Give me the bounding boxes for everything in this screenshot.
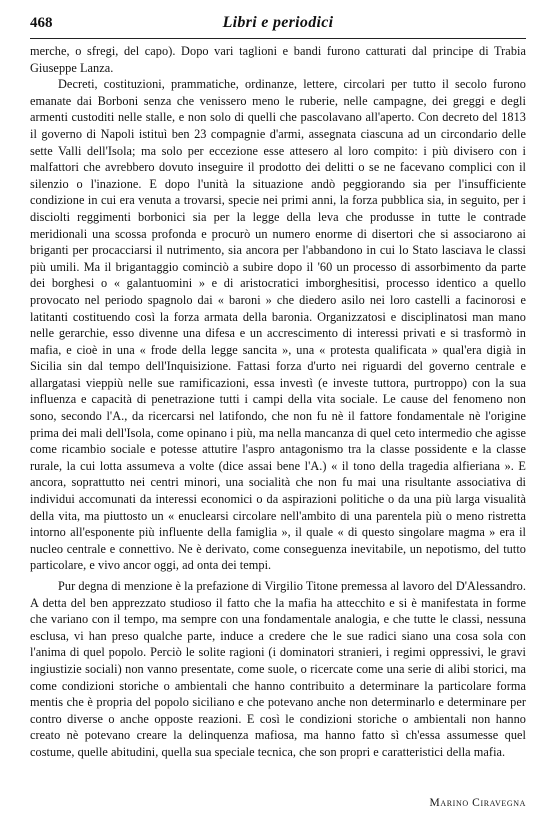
author-signature: Marino Ciravegna bbox=[429, 797, 526, 809]
article-body bbox=[30, 43, 526, 761]
paragraph-1: merche, o sfregi, del capo). Dopo vari taglioni e bandi furono catturati dal principe di Trabia Giuseppe Lanza. bbox=[30, 44, 526, 75]
paragraph-3: Pur degna di menzione è la prefazione di Virgilio Titone premessa al lavoro del D'Alessandro. A detta del ben apprezzato studioso il fatto che la mafia ha attecchito e si è manifestata in forme che variano con il tempo, ma sempre con una fondamentale analogia, e che tutte le classi, nessuna esclusa, vi han preso qualche parte, induce a credere che le sue radici siano una cosa sola con l'anima di quel popolo. Perciò le solite ragioni (i dominatori stranieri, i regimi oppressivi, le gravi ingiustizie sociali) non vanno presentate, come suole, o ricercate come una serie di alibi storici, ma come condizioni storiche o ambientali che hanno contribuito a determinare la particolare forma mentis che è propria del popolo siciliano e che potevano anche non determinarlo e determinare per contro diverse o anche opposte reazioni. E così le condizioni storiche o ambientali non hanno creato nè potevano creare la delinquenza mafiosa, ma hanno fatto sì ch'essa assumesse quel costume, quelle abitudini, quella sua speciale tecnica, che son propri e caratteristici della mafia. bbox=[30, 579, 526, 759]
page-number: 468 bbox=[30, 15, 53, 31]
page-header bbox=[30, 12, 526, 39]
running-title: Libri e periodici bbox=[222, 14, 334, 31]
paragraph-2: Decreti, costituzioni, prammatiche, ordinanze, lettere, circolari per tutto il secolo furono emanate dai Borboni senza che venissero meno le ruberie, nelle campagne, dei greggi e degli armenti custoditi nelle stalle, e non solo di quelli che pascolavano all'aperto. Con decreto del 1813 il governo di Napoli istituì ben 23 compagnie d'armi, assegnata ciascuna ad un circondario delle sette Valli dell'Isola; ma solo per eccezione esse attesero al loro compito: i più divisero con i malfattori che avrebbero dovuto inseguire il prodotto dei delitti o se ne facevano complici con il silenzio o l'inazione. E dopo l'unità la situazione andò peggiorando sia per l'insufficiente condizione in cui era venuta a trovarsi, specie nei primi anni, la forza pubblica sia, in seguito, per i disciolti reggimenti borbonici sia per la legge della leva che produsse in tutte le contrade meridionali una scossa profonda e procurò un numero enorme di disertori che si associarono ai briganti per procacciarsi il nutrimento, sia ancora per l'abbandono in cui lo Stato lasciava le classi più umili. Ma il brigantaggio cominciò a subire dopo il '60 un processo di assorbimento da parte dei borghesi o « galantuomini » e di aristocratici imborghesitisi, processo identico a quello provocato nel periodo spagnolo dai « baroni » che diedero asilo nei loro castelli a facinorosi e latitanti costituendo così la forza armata della baronia. Organizzatosi e disciplinatosi man mano nelle gerarchie, esso divenne una difesa e un accrescimento di interessi privati e si trasformò in mafia, e cioè in una « frode della legge sancita », una « protesta qualificata » qual'era digià in Sicilia sin dal tempo dell'Inquisizione. Fattasi forza d'urto nei riguardi del governo centrale e allargatasi vieppiù nelle sue ramificazioni, essa investì (e investe tuttora, purtroppo) con la sua influenza e capacità di penetrazione tutti i campi della vita sociale. Le cause del fenomeno non sono, secondo l'A., da ricercarsi nel latifondo, che non fu nè il fattore fondamentale nè l'origine prima dei mali dell'Isola, come opinano i più, ma nella mancanza di quel ceto intermedio che agisse come ricambio sociale e potesse attutire l'aspro antagonismo tra la classe possidente e la classe rurale, la cui lotta assumeva a volte (dice assai bene l'A.) « il tono della tragedia alfieriana ». E ancora, soprattutto nei centri minori, una socialità che non fu mai una risultante associativa di individui accomunati da interessi economici o da aspirazioni politiche o da una più larga visualità della vita, ma piuttosto un « enuclearsi circolare nell'ambito di una parentela più o meno ristretta intorno all'esponente più influente della famiglia », il quale « di questo singolare magma » era il nucleo centrale e connettivo. Ne è derivato, come conseguenza inevitabile, un nepotismo, del tutto particolare, e vivo ancor oggi, ad onta dei tempi. bbox=[30, 77, 526, 573]
